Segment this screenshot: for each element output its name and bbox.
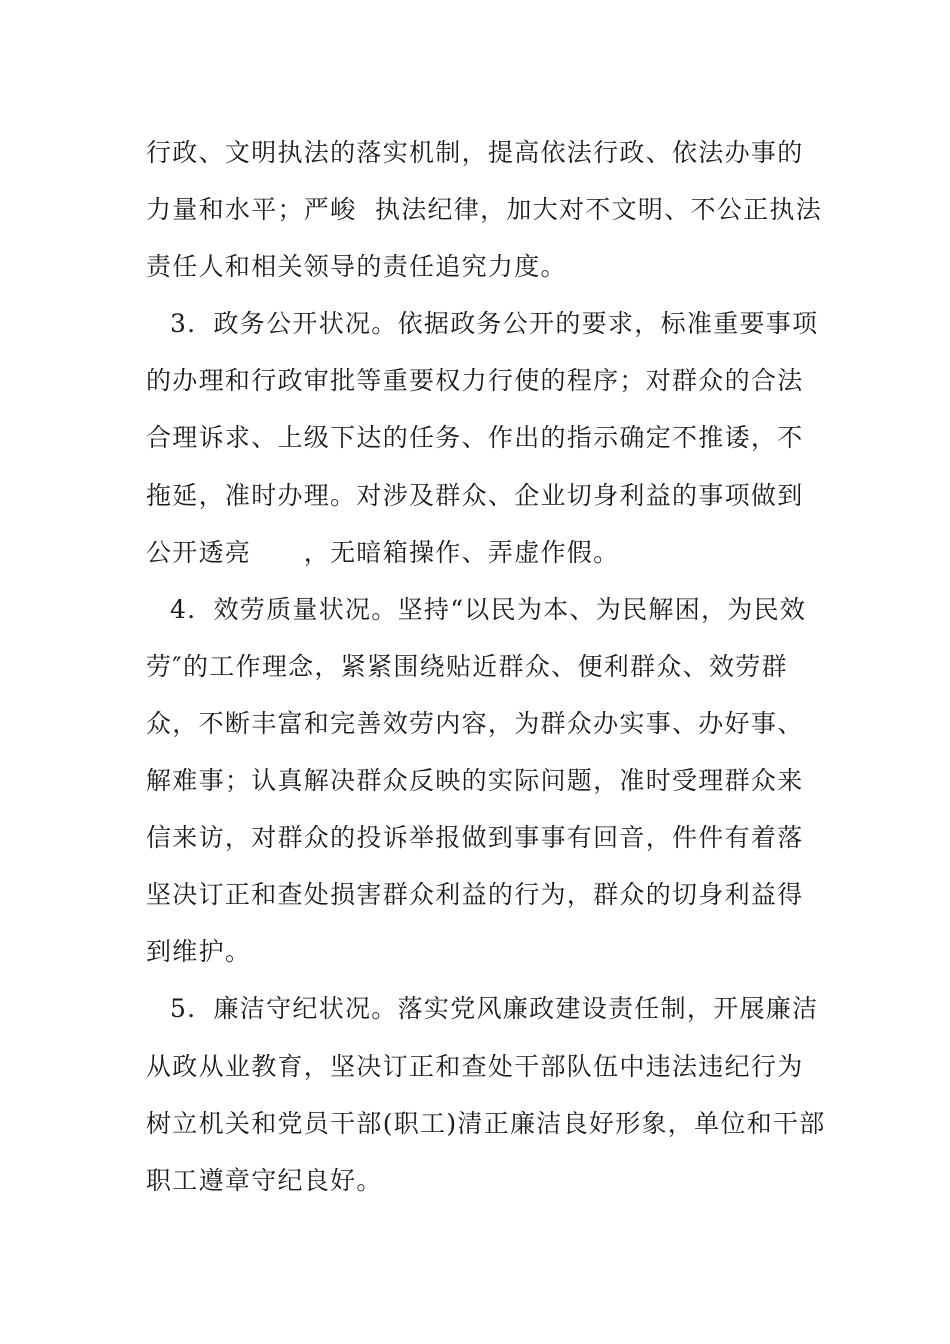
text-line: 信来访，对群众的投诉举报做到事事有回音，件件有着落 (146, 823, 804, 853)
text-line: 解难事；认真解决群众反映的实际问题，准时受理群众来 (146, 766, 804, 796)
text-line: 力量和水平；严峻 执法纪律，加大对不文明、不公正执法 (146, 195, 822, 225)
text-line: 3．政务公开状况。依据政务公开的要求，标准重要事项 (170, 309, 819, 339)
text-line: 5．廉洁守纪状况。落实党风廉政建设责任制，开展廉洁 (170, 994, 819, 1024)
text-line: 的办理和行政审批等重要权力行使的程序；对群众的合法 (146, 366, 804, 396)
text-line: 职工遵章守纪良好。 (146, 1165, 383, 1195)
text-line: 责任人和相关领导的责任追究力度。 (146, 252, 567, 282)
text-line: 行政、文明执法的落实机制，提高依法行政、依法办事的 (146, 138, 804, 167)
text-line: 劳″的工作理念，紧紧围绕贴近群众、便利群众、效劳群 (146, 651, 788, 681)
text-line: 从政从业教育，坚决订正和查处干部队伍中违法违纪行为 (146, 1051, 804, 1081)
text-line: 合理诉求、上级下达的任务、作出的指示确定不推诿，不 (146, 423, 804, 453)
paragraph-item-3 (146, 295, 846, 580)
text-line: 拖延，准时办理。对涉及群众、企业切身利益的事项做到 (146, 480, 804, 510)
text-line: 公开透亮 ，无暗箱操作、弄虚作假。 (146, 537, 620, 567)
document-body (146, 124, 846, 1209)
text-line: 4．效劳质量状况。坚持“以民为本、为民解困，为民效 (170, 594, 807, 624)
paragraph-item-5 (146, 980, 846, 1208)
text-line: 坚决订正和查处损害群众利益的行为，群众的切身利益得 (146, 880, 804, 910)
text-line: 树立机关和党员干部(职工)清正廉洁良好形象，单位和干部 (146, 1108, 826, 1138)
paragraph-continuation (146, 124, 846, 295)
paragraph-item-4 (146, 581, 846, 981)
text-line: 到维护。 (146, 937, 252, 967)
text-line: 众，不断丰富和完善效劳内容，为群众办实事、办好事、 (146, 708, 804, 738)
